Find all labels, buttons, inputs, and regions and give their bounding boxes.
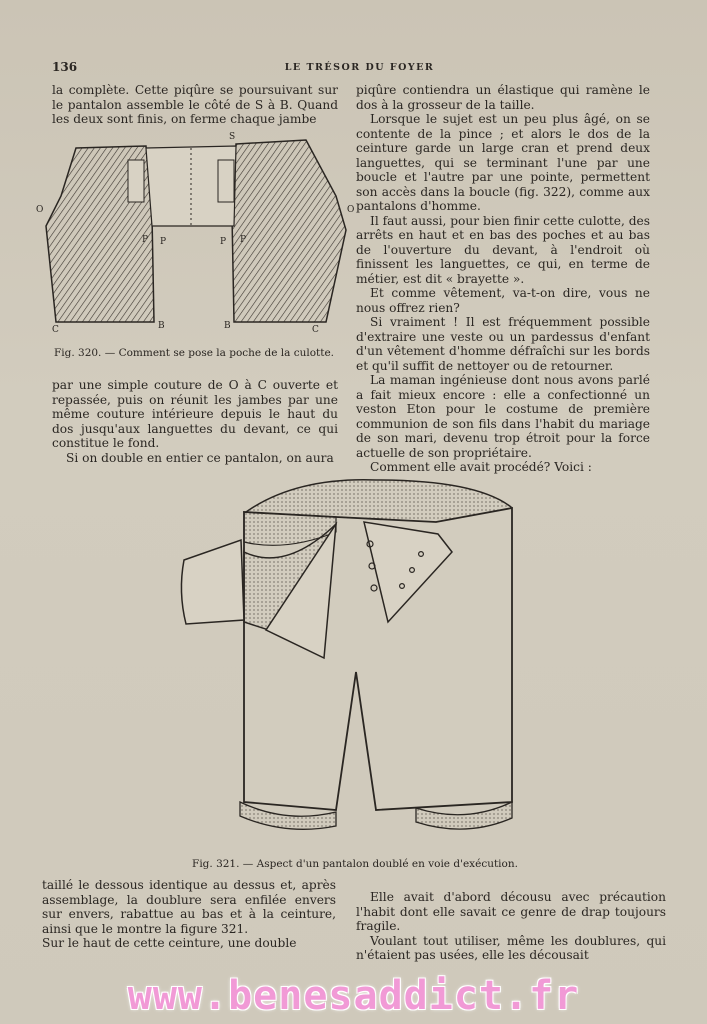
paragraph: piqûre contiendra un élastique qui ramène le dos à la grosseur de la taille.: [356, 83, 650, 112]
paragraph: par une simple couture de O à C ouverte et repassée, puis on réunit les jambes par une même couture intérieure depuis le haut du dos jusqu'aux languettes du devant, ce qui constitue le fond.: [52, 378, 338, 450]
label-o-right: O: [347, 205, 355, 215]
fig-321-trousers-illustration: [176, 472, 526, 854]
paragraph: Il faut aussi, pour bien finir cette culotte, des arrêts en haut et en bas des poches et au bas de l'ouverture du devant, à l'endroit où finissent les languettes, ce qui, en terme de métier, est dit « brayette ».: [356, 213, 651, 286]
paragraph: Et comme vêtement, va-t-on dire, vous ne nous offrez rien?: [356, 286, 650, 315]
label-p-1: P: [142, 235, 149, 245]
paragraph: Si on double en entier ce pantalon, on aura: [66, 450, 334, 465]
running-title: LE TRÉSOR DU FOYER: [284, 62, 435, 73]
paragraph: taillé le dessous identique au dessus et, après assemblage, la doublure sera enfilée envers sur envers, rabattue au bas et à la ceinture, ainsi que le montre la figure 321.: [42, 878, 336, 936]
label-p-3: P: [220, 237, 227, 247]
paragraph: La maman ingénieuse dont nous avons parlé a fait mieux encore : elle a confectionné un veston Eton pour le costume de première communion de son fils dans l'habit du mariage de son mari, devenu trop étroit pour la force actuelle de son propriétaire.: [356, 373, 650, 460]
paragraph: Comment elle avait procédé? Voici :: [370, 460, 592, 474]
paragraph: Lorsque le sujet est un peu plus âgé, on se contente de la pince ; et alors le dos de la ceinture garde un large cran et prend deux languettes, qui se terminant l'une par une boucle et l'autre par une pointe, permettent son accès dans la boucle (fig. 322), comme aux pantalons d'homme.: [356, 112, 650, 213]
top-left-text: [52, 83, 338, 127]
label-p-2: P: [160, 237, 167, 247]
fig-320-caption: Fig. 320. — Comment se pose la poche de la culotte.: [53, 347, 335, 359]
label-o-left: O: [36, 205, 44, 215]
fig-321-caption: Fig. 321. — Aspect d'un pantalon doublé en voie d'exécution.: [192, 858, 518, 870]
right-pocket-opening: [218, 160, 234, 202]
page-number: 136: [52, 60, 78, 74]
pocket-flap: [181, 540, 244, 624]
fig-320-pattern-illustration: [36, 126, 356, 338]
page-header: [52, 60, 667, 76]
label-b-left: B: [158, 321, 165, 331]
site-watermark: www.benesaddict.fr: [127, 973, 580, 1019]
bottom-right-text: [356, 890, 666, 963]
paragraph: Sur le haut de cette ceinture, une double: [42, 936, 297, 950]
label-c-right: C: [312, 325, 319, 335]
label-p-4: P: [240, 235, 247, 245]
paragraph: Si vraiment ! Il est fréquemment possible d'extraire une veste ou un pardessus d'enfant d'un vêtement d'homme défraîchi sur les bords et qu'il suffit de nettoyer ou de retourner.: [356, 315, 650, 373]
label-c-left: C: [52, 325, 59, 335]
right-leg-panel: [232, 140, 346, 322]
paragraph: Voulant tout utiliser, même les doublures, qui n'étaient pas usées, elle les décousait: [356, 933, 666, 962]
bottom-left-text: [42, 878, 336, 951]
label-s: S: [229, 132, 236, 142]
middle-left-text: [52, 378, 338, 465]
left-pocket-opening: [128, 160, 144, 202]
label-b-right: B: [224, 321, 231, 331]
paragraph: Elle avait d'abord décousu avec précaution l'habit dont elle savait ce genre de drap toujours fragile.: [356, 890, 666, 933]
paragraph: la complète. Cette piqûre se poursuivant sur le pantalon assemble le côté de S à B. Quand les deux sont finis, on ferme chaque jambe: [52, 83, 338, 126]
right-column-text: [356, 83, 650, 475]
